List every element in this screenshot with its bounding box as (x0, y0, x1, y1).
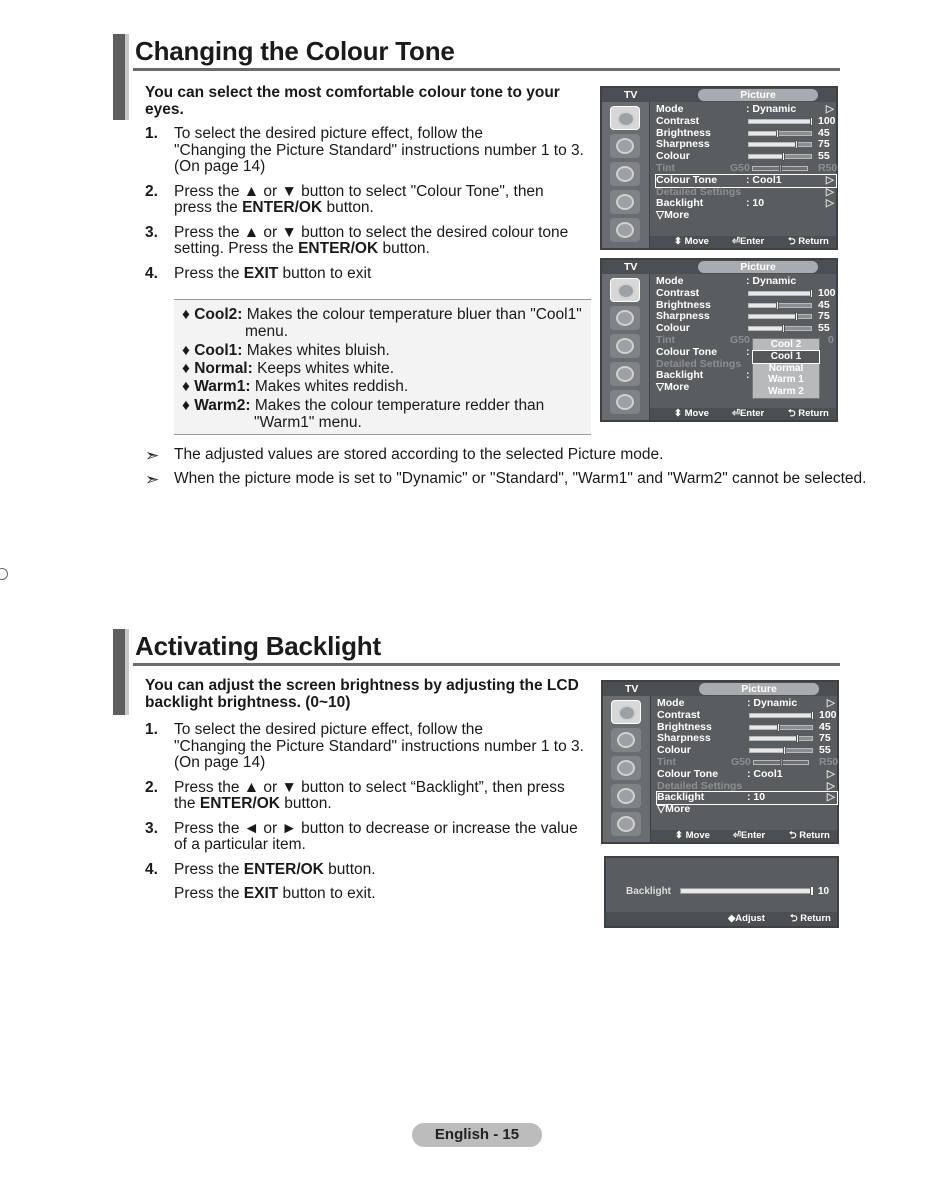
return-hint: ⮌ Return (789, 830, 830, 841)
picture-icon (610, 106, 640, 130)
tv-menu-colour-tone (600, 86, 838, 250)
slider-knob[interactable] (810, 886, 814, 896)
note-cool2: ♦ Cool2: Makes the colour temperature bluer than "Cool1" menu. (182, 306, 582, 340)
menu-row-brightness[interactable]: Brightness 45 (656, 126, 830, 139)
enter-hint: ⏎Enter (733, 830, 766, 841)
tv-label: TV (624, 261, 638, 273)
tip-item (145, 446, 663, 466)
step-text: To select the desired picture effect, follow the (174, 125, 484, 142)
input-icon (610, 390, 640, 414)
dropdown-option-warm1[interactable]: Warm 1 (768, 374, 804, 386)
step-item (145, 722, 585, 772)
menu-row-colour-tone[interactable]: Colour Tone : Cool1 ▷ (656, 173, 834, 186)
step-text: "Changing the Picture Standard" instructions number 1 to 3. (174, 737, 584, 755)
section-title: Activating Backlight (135, 631, 381, 661)
menu-row-colour[interactable]: Colour 55 (657, 744, 831, 757)
step-item (145, 184, 585, 217)
sound-icon (611, 728, 641, 752)
menu-footer (650, 236, 836, 248)
step-list (145, 126, 585, 290)
enter-hint: ⏎Enter (732, 408, 765, 419)
step-text: (On page 14) (174, 158, 266, 175)
adjust-hint: ◆Adjust (728, 913, 765, 924)
menu-row-mode[interactable]: Mode : Dynamic ▷ (656, 103, 834, 115)
setup-icon (611, 784, 641, 808)
step-item (145, 862, 585, 903)
step-text: Press the ▲ or ▼ button to select the desired colour tone setting. Press the ENTER/OK button. (174, 223, 569, 257)
step-number: 2. (145, 182, 158, 200)
menu-sidebar (603, 696, 651, 842)
section-lead: You can select the most comfortable colour tone to your eyes. (145, 84, 560, 118)
step-text: Press the ▲ or ▼ button to select “Backlight”, then press the ENTER/OK button. (174, 778, 565, 812)
channel-icon (610, 334, 640, 358)
menu-row-tint: Tint G50 R50 (657, 755, 839, 768)
menu-row-backlight[interactable]: Backlight : 10 ▷ (657, 791, 835, 804)
menu-title-pill: Picture (698, 261, 818, 273)
setup-icon (610, 362, 640, 386)
step-text: Press the ▲ or ▼ button to select "Colour Tone", then press the ENTER/OK button. (174, 182, 544, 216)
menu-row-detailed-settings: Detailed Settings ▷ (656, 185, 834, 198)
move-hint: ⬍ Move (674, 236, 709, 247)
section-lead: You can adjust the screen brightness by adjusting the LCD backlight brightness. (0~10) (145, 677, 579, 711)
section-bar (113, 34, 129, 120)
menu-row-colour[interactable]: Colour 55 (656, 150, 830, 163)
return-hint: ⮌ Return (788, 408, 829, 419)
menu-row-colour-tone[interactable]: Colour Tone : (656, 345, 750, 358)
return-hint: ⮌ Return (788, 236, 829, 247)
menu-row-sharpness[interactable]: Sharpness 75 (656, 138, 830, 151)
menu-row-backlight[interactable]: Backlight : 10 ▷ (656, 197, 834, 210)
setup-icon (610, 190, 640, 214)
menu-footer (650, 408, 836, 420)
backlight-value: 10 (818, 886, 830, 897)
step-number: 1. (145, 721, 158, 738)
dropdown-option-normal[interactable]: Normal (768, 362, 804, 374)
step-item (145, 225, 585, 258)
return-hint: ⮌ Return (790, 913, 831, 924)
menu-row-sharpness[interactable]: Sharpness 75 (656, 310, 830, 323)
tv-menu-colour-tone-dropdown (600, 258, 838, 422)
colour-tone-notes (174, 299, 591, 435)
tv-menu-backlight (601, 680, 839, 844)
step-item (145, 780, 585, 813)
note-normal: ♦ Normal: Keeps whites white. (182, 360, 395, 377)
menu-row-colour-tone[interactable]: Colour Tone : Cool1 ▷ (657, 767, 835, 780)
menu-row-brightness[interactable]: Brightness 45 (656, 298, 830, 311)
channel-icon (610, 162, 640, 186)
menu-row-more[interactable]: ▽More (657, 803, 691, 816)
dropdown-option-warm2[interactable]: Warm 2 (768, 386, 804, 398)
menu-footer (651, 830, 837, 842)
page-number: English - 15 (412, 1123, 542, 1147)
dropdown-option-cool1[interactable]: Cool 1 (753, 351, 819, 363)
menu-row-colour[interactable]: Colour 55 (656, 322, 830, 335)
adjust-footer (606, 912, 837, 926)
step-number: 4. (145, 264, 158, 282)
menu-row-sharpness[interactable]: Sharpness 75 (657, 732, 831, 745)
menu-title-pill: Picture (698, 89, 818, 101)
backlight-label: Backlight (626, 886, 672, 897)
menu-row-tint: Tint G50 R50 (656, 161, 838, 174)
move-hint: ⬍ Move (674, 408, 709, 419)
backlight-slider[interactable] (680, 888, 812, 894)
menu-row-contrast[interactable]: Contrast 100 (657, 708, 837, 721)
menu-title-pill: Picture (699, 683, 819, 695)
menu-row-mode[interactable]: Mode : Dynamic (656, 275, 797, 287)
title-rule (133, 68, 840, 71)
sound-icon (610, 134, 640, 158)
picture-icon (611, 700, 641, 724)
dropdown-option-cool2[interactable]: Cool 2 (770, 339, 802, 350)
menu-row-more[interactable]: ▽More (656, 209, 690, 222)
menu-row-brightness[interactable]: Brightness 45 (657, 720, 831, 733)
colour-tone-dropdown[interactable] (752, 338, 820, 399)
menu-row-backlight[interactable]: Backlight : (656, 369, 750, 382)
tip-text: The adjusted values are stored according to the selected Picture mode. (174, 446, 664, 463)
channel-icon (611, 756, 641, 780)
step-number: 4. (145, 860, 158, 878)
step-text: Press the EXIT button to exit (174, 264, 372, 282)
note-cool1: ♦ Cool1: Makes whites bluish. (182, 342, 390, 359)
step-text: "Changing the Picture Standard" instructions number 1 to 3. (174, 141, 584, 159)
tv-label: TV (625, 683, 639, 695)
step-item (145, 821, 585, 854)
section-title: Changing the Colour Tone (135, 36, 455, 66)
tip-text: When the picture mode is set to "Dynamic" or "Standard", "Warm1" and "Warm2" cannot be selected. (174, 470, 867, 487)
menu-row-detailed-settings: Detailed Settings ▷ (657, 779, 835, 792)
tip-arrow-icon: ➣ (145, 446, 160, 465)
step-item (145, 266, 585, 283)
input-icon (610, 218, 640, 242)
step-number: 3. (145, 223, 158, 241)
sound-icon (610, 306, 640, 330)
menu-row-mode[interactable]: Mode : Dynamic ▷ (657, 697, 835, 709)
note-warm2: ♦ Warm2: Makes the colour temperature redder than "Warm1" menu. (182, 397, 545, 431)
move-hint: ⬍ Move (675, 830, 710, 841)
step-text: Press the ENTER/OK button. Press the EXIT button to exit. (174, 860, 376, 902)
step-text: Press the ◄ or ► button to decrease or increase the value of a particular item. (174, 819, 578, 853)
menu-row-contrast[interactable]: Contrast 100 (656, 286, 836, 299)
menu-rows (657, 698, 837, 816)
picture-icon (610, 278, 640, 302)
note-warm1: ♦ Warm1: Makes whites reddish. (182, 378, 409, 395)
menu-row-tint: Tint G50 0 (656, 333, 834, 346)
tip-arrow-icon: ➣ (145, 470, 160, 489)
step-number: 1. (145, 125, 158, 142)
enter-hint: ⏎Enter (732, 236, 765, 247)
step-item (145, 126, 585, 176)
crop-mark (0, 568, 8, 580)
menu-row-more[interactable]: ▽More (656, 381, 690, 394)
menu-sidebar (602, 102, 650, 248)
step-number: 3. (145, 819, 158, 837)
menu-sidebar (602, 274, 650, 420)
section-bar (113, 629, 129, 715)
tip-item (145, 470, 866, 490)
step-number: 2. (145, 778, 158, 796)
step-list (145, 722, 585, 911)
title-rule (133, 663, 840, 666)
step-text: (On page 14) (174, 754, 266, 771)
tv-label: TV (624, 89, 638, 101)
backlight-adjust-menu (604, 856, 839, 928)
menu-rows (656, 104, 836, 222)
input-icon (611, 812, 641, 836)
step-text: To select the desired picture effect, follow the (174, 721, 484, 738)
menu-row-contrast[interactable]: Contrast 100 (656, 114, 836, 127)
menu-row-detailed-settings: Detailed Settings (656, 357, 742, 370)
